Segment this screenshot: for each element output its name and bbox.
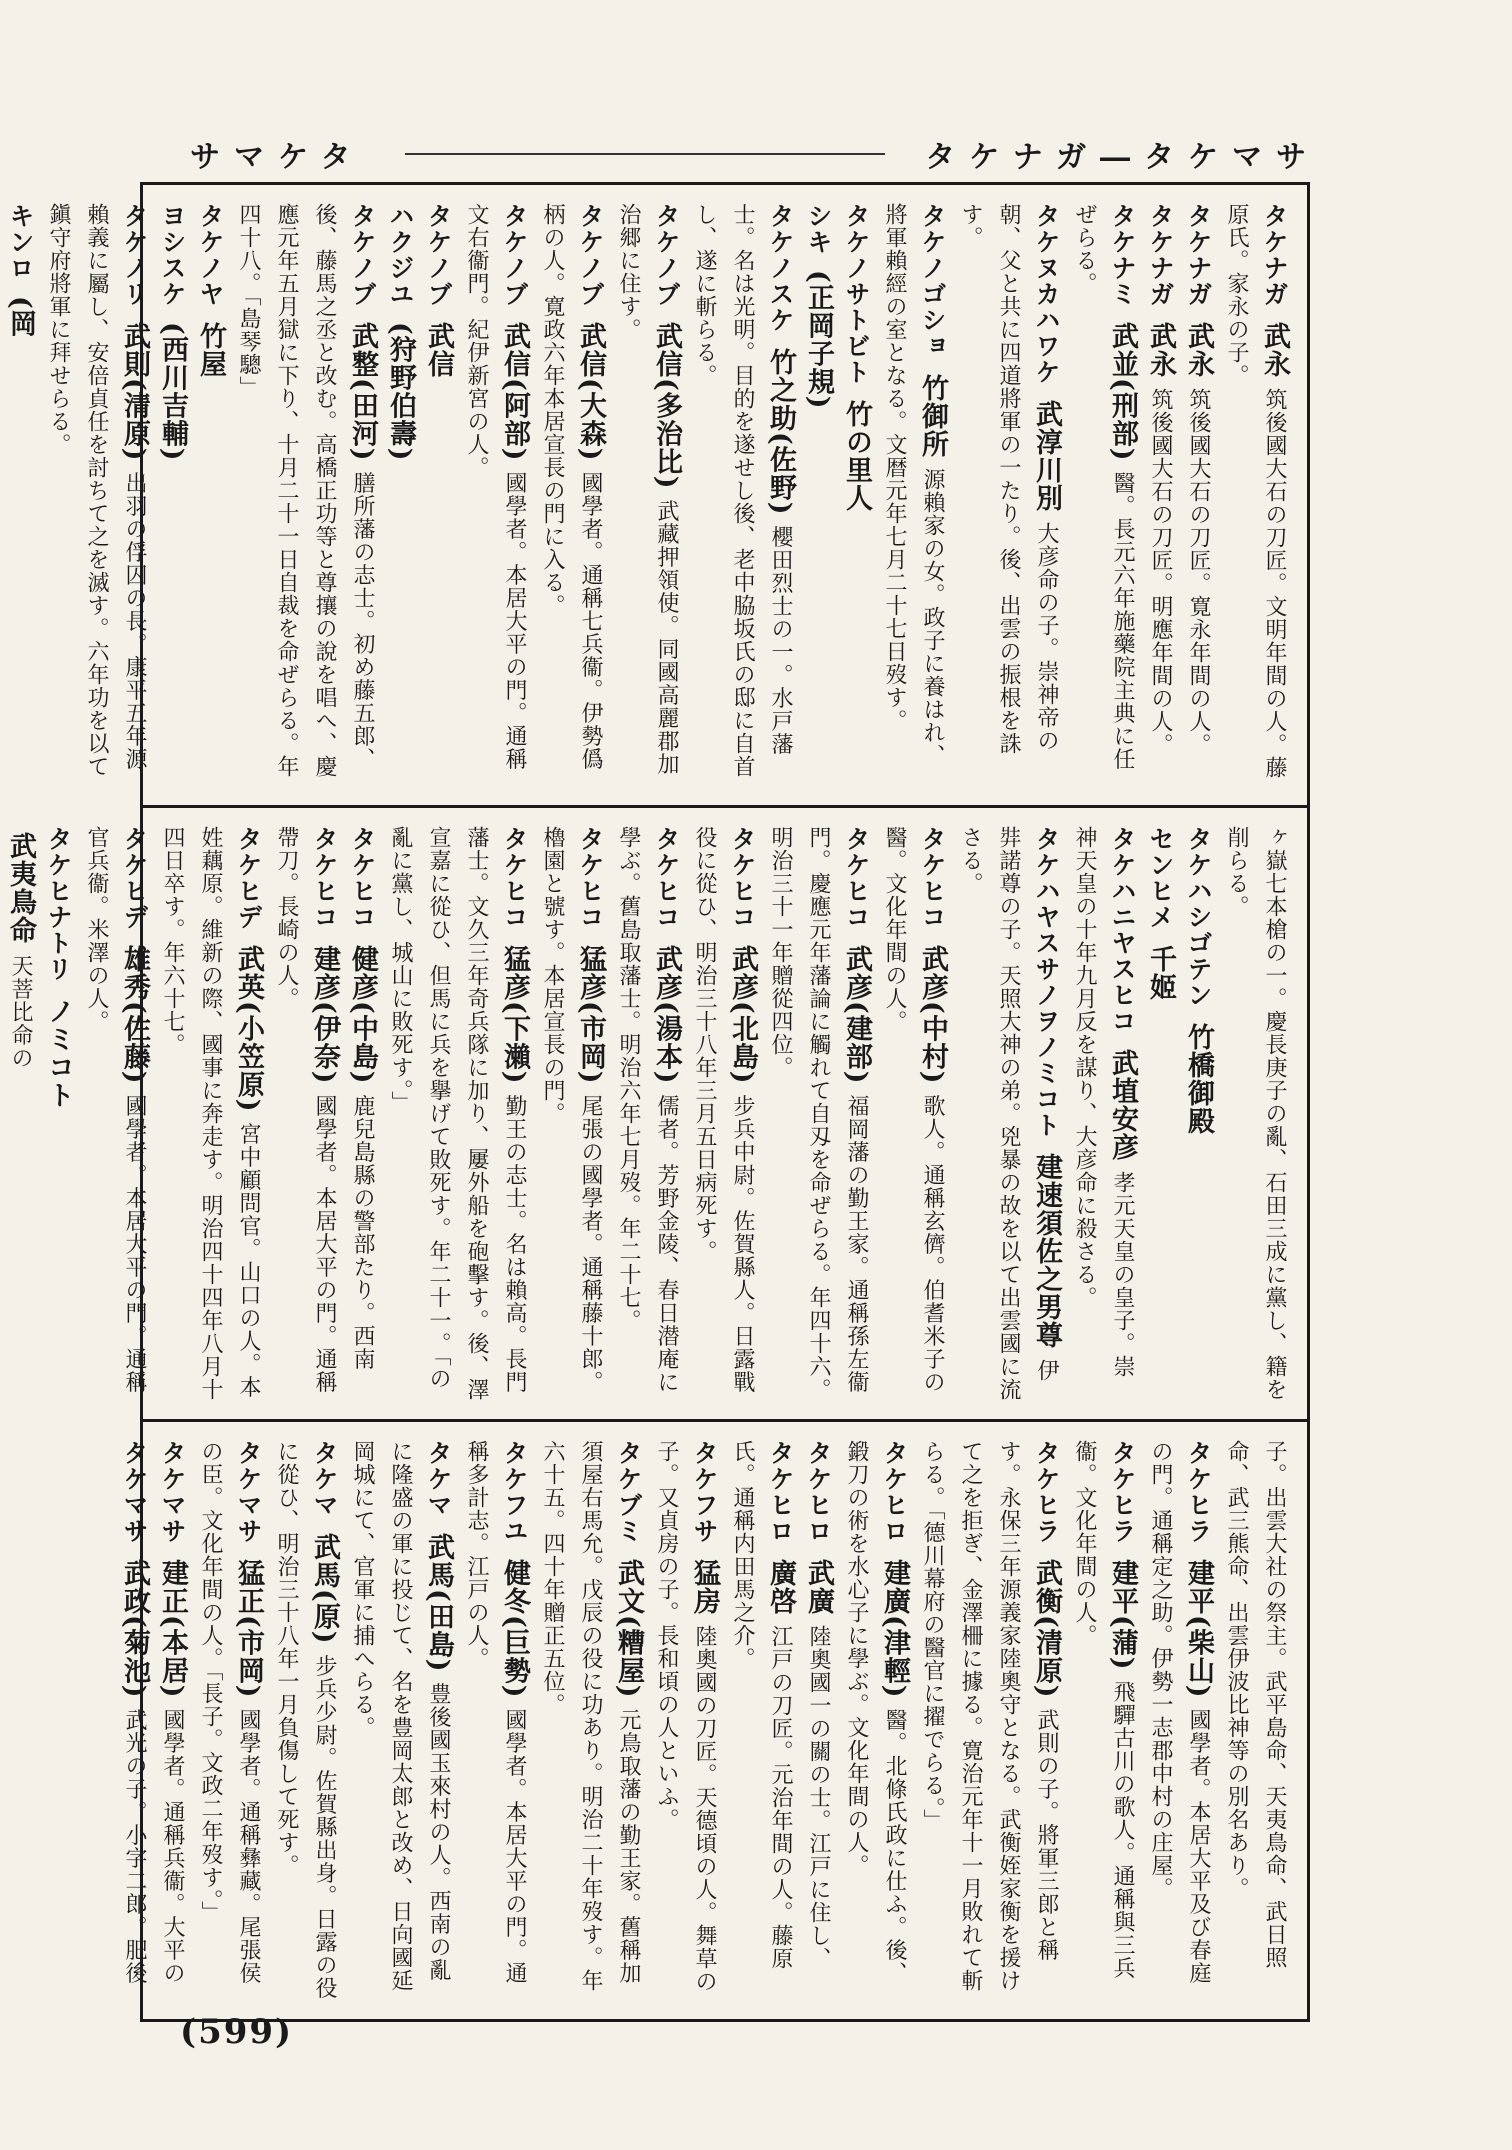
entry-desc: 櫻田烈士の一。水戸藩士。名は光明。目的を遂せし後、老中脇坂氏の邸に自首し、遂に斬らる。 <box>692 203 793 778</box>
entry-desc: 醫。北條氏政に仕ふ。後、鍛刀の術を水心子に學ぶ。文化年間の人。 <box>844 1440 907 1985</box>
entry-name: 廣啓 <box>765 1558 796 1615</box>
dictionary-entry <box>1217 203 1293 787</box>
entry-kana: タケヒラ <box>1108 1440 1137 1544</box>
entry-name: ノミコト <box>43 996 74 1109</box>
entry-desc: 武藏押領使。同國高麗郡加治郷に住す。 <box>616 203 679 776</box>
dictionary-entry <box>837 1440 913 2001</box>
entry-desc: 伊弉諾尊の子。天照大神の弟。兇暴の故を以て出雲國に流さる。 <box>958 826 1059 1401</box>
entry-desc: ヶ嶽七本槍の一。慶長庚子の亂、石田三成に黨し、籍を削らる。 <box>1224 826 1287 1401</box>
dictionary-entry <box>457 1440 533 2001</box>
dictionary-entry <box>39 203 153 787</box>
dictionary-entry <box>1 203 39 787</box>
entry-kana: キンロ <box>6 203 35 281</box>
entry-name: 武衡(清原) <box>1031 1558 1062 1699</box>
entry-desc: 國學者。通稱七兵衞。伊勢僞柄の人。寛政六年本居宣長の門に入る。 <box>540 203 603 771</box>
entry-kana: タケナガ <box>1260 203 1289 307</box>
entry-kana: タケノゴショ <box>918 203 947 359</box>
entry-section-top <box>5 185 1307 805</box>
entry-name: 武永 <box>1145 321 1176 378</box>
entry-kana: タケヌカハワケ <box>1032 203 1061 385</box>
page-number: (599) <box>180 2012 294 2052</box>
dictionary-entry <box>913 1440 1065 2001</box>
entry-name: 武馬(原) <box>309 1532 340 1645</box>
dictionary-entry <box>1141 826 1179 1401</box>
dictionary-entry <box>723 1440 799 2001</box>
dictionary-entry <box>153 826 267 1401</box>
dictionary-entry <box>343 1440 457 2001</box>
entry-section-middle <box>5 805 1307 1419</box>
entry-desc: 出羽の俘囚の長。康平五年源賴義に屬し、安倍貞任を討ちて之を滅す。六年功を以て鎭守府將軍に拜せらる。 <box>46 203 147 778</box>
entry-name: 猛彦(市岡) <box>575 944 606 1085</box>
entry-name: 猛彦(下瀨) <box>499 944 530 1085</box>
entry-kana: タケヒデ <box>120 826 149 930</box>
entry-name: 武彦(北島) <box>727 944 758 1085</box>
dictionary-entry <box>1217 1440 1293 2001</box>
entry-desc: 歌人。通稱玄儕。伯耆米子の醫。文化年間の人。 <box>882 826 945 1394</box>
entry-name: 武並(刑部) <box>1107 321 1138 462</box>
entry-name: 竹橋御殿 <box>1183 1022 1214 1135</box>
dictionary-entry <box>685 203 799 787</box>
entry-name: 武夷鳥命 <box>5 832 36 944</box>
header-left-text: サマケタ <box>190 140 365 175</box>
entry-name: 武彦(建部) <box>841 944 872 1085</box>
entry-name: 武彦(中村) <box>917 944 948 1085</box>
entry-name: 武埴安彦 <box>1107 1048 1138 1161</box>
entry-name: 健彦(中島) <box>347 944 378 1085</box>
dictionary-entry <box>533 1440 647 2001</box>
entry-desc: 鹿兒島縣の警部たり。西南 <box>350 1094 375 1371</box>
entry-kana: タケノブ <box>500 203 529 307</box>
entry-desc: 福岡藩の勤王家。通稱孫左衞門。慶應元年藩論に觸れて自刄を命ぜらる。年四十六。明治三十一年贈從四位。 <box>768 826 869 1401</box>
dictionary-entry <box>381 203 419 787</box>
dictionary-entry <box>875 826 951 1401</box>
dictionary-entry <box>1141 1440 1217 2001</box>
dictionary-entry <box>609 826 685 1401</box>
entry-name: 武彦(湯本) <box>651 944 682 1085</box>
entry-desc: 醫。長元六年施藥院主典に任ぜらる。 <box>1072 203 1135 771</box>
entry-name: 武永 <box>1183 321 1214 378</box>
entry-kana: タケマサ <box>158 1440 187 1544</box>
entry-name: (正岡子規) <box>803 269 834 410</box>
entry-kana: タケヒデ <box>234 826 263 930</box>
entry-desc: 武則の子。將軍三郎と稱す。永保三年源義家陸奧守となる。武衡姪家衡を援けて之を拒ぎ、金澤柵に據る。寛治元年十一月敗れて斬らる。「德川幕府の醫官に擢でらる。」 <box>920 1440 1059 1992</box>
entry-kana: タケヒコ <box>918 826 947 930</box>
entry-name: 建彦(伊奈) <box>309 944 340 1085</box>
entry-name: 建平(柴山) <box>1183 1558 1214 1699</box>
dictionary-entry <box>609 203 685 787</box>
entry-kana: タケヒラ <box>1032 1440 1061 1544</box>
entry-name: 千姬 <box>1145 944 1176 1001</box>
dictionary-entry <box>419 203 457 787</box>
entry-name: 武文(糟屋) <box>613 1558 644 1699</box>
entry-kana: センヒメ <box>1146 826 1175 930</box>
entry-kana: タケノサトビト <box>842 203 871 385</box>
dictionary-entry <box>533 203 609 787</box>
entry-name: 猛房 <box>689 1558 720 1615</box>
entry-name: 建平(蒲) <box>1107 1558 1138 1671</box>
entry-name: 武則(清原) <box>119 321 150 462</box>
entry-name: 武英(小笠原) <box>233 944 264 1113</box>
dictionary-entry <box>191 203 229 787</box>
entry-kana: タケナミ <box>1108 203 1137 307</box>
entry-name: 健冬(巨勢) <box>499 1558 530 1699</box>
entry-desc: 國學者。通稱兵衞。大平の <box>160 1708 185 1985</box>
entry-desc: 筑後國大石の刀匠。明應年間の人。 <box>1148 388 1173 757</box>
dictionary-entry <box>1141 203 1179 787</box>
entry-kana: タケノブ <box>652 203 681 307</box>
dictionary-entry <box>153 203 191 787</box>
entry-kana: タケハシゴテン <box>1184 826 1213 1008</box>
entry-name: 武信 <box>423 321 454 378</box>
entry-name: 武信(阿部) <box>499 321 530 462</box>
entry-name: (西川吉輔) <box>157 321 188 462</box>
dictionary-entry <box>229 203 381 787</box>
entry-name: 建正(本居) <box>157 1558 188 1699</box>
entry-desc: 膳所藩の志士。初め藤五郎、後、藤馬之丞と改む。高橋正功等と尊攘の說を唱へ、慶應元年五月獄に下り、十月二十一日自裁を命ぜらる。年四十八。「島琴驄」 <box>236 203 375 778</box>
entry-name: 雄秀(佐藤) <box>119 944 150 1085</box>
entry-kana: タケマサ <box>120 1440 149 1544</box>
entry-desc: 筑後國大石の刀匠。文明年間の人。藤原氏。家永の子。 <box>1224 203 1287 780</box>
entry-name: 竹之助(佐野) <box>765 347 796 516</box>
entry-kana: タケマ <box>310 1440 339 1518</box>
entry-desc: 子。出雲大社の祭主。武平島命、天夷鳥命、武日照命、武三熊命、出雲伊波比神等の別名あり。 <box>1224 1440 1287 1969</box>
entry-desc: 尾張の國學者。通稱藤十郎。櫓園と號す。本居宣長の門。 <box>540 826 603 1394</box>
dictionary-entry <box>1217 826 1293 1401</box>
dictionary-entry <box>875 203 951 787</box>
entry-desc: 元鳥取藩の勤王家。舊稱加須屋右馬允。戊辰の役に功あり。明治二十年歿す。年六十五。四十年贈正五位。 <box>540 1440 641 1992</box>
entry-name: (岡 <box>5 295 36 338</box>
entry-kana: タケノヤ <box>196 203 225 307</box>
dictionary-frame <box>5 182 1310 2022</box>
header-rule <box>405 153 886 155</box>
dictionary-entry <box>267 1440 343 2001</box>
dictionary-entry <box>1179 203 1217 787</box>
entry-desc: 國學者。本居大平及び春庭の門。通稱定之助。伊勢一志郡中村の庄屋。 <box>1148 1440 1211 1985</box>
dictionary-entry <box>1065 826 1141 1401</box>
entry-kana: タケヒコ <box>310 826 339 930</box>
dictionary-entry <box>533 826 609 1401</box>
entry-kana: タケヒコ <box>576 826 605 930</box>
entry-kana: タケノスケ <box>766 203 795 333</box>
dictionary-entry <box>685 826 761 1401</box>
entry-name: (狩野伯壽) <box>385 321 416 462</box>
dictionary-entry <box>1179 826 1217 1401</box>
entry-desc: 宮中顧問官。山口の人。本姓藕原。維新の際、國事に奔走す。明治四十四年八月十四日卒す。年六十七。 <box>160 826 261 1401</box>
running-header <box>190 132 1320 176</box>
dictionary-entry <box>343 826 381 1401</box>
entry-kana: タケフユ <box>500 1440 529 1544</box>
dictionary-entry <box>799 1440 837 2001</box>
dictionary-entry <box>77 826 153 1401</box>
entry-desc: 武光の子。小字二郎。肥後 <box>122 1708 147 1985</box>
entry-desc: 步兵中尉。佐賀縣人。日露戰役に從ひ、明治三十八年三月五日病死す。 <box>692 826 755 1394</box>
entry-name: 竹の里人 <box>841 399 872 512</box>
entry-kana: タケヒコ <box>348 826 377 930</box>
entry-desc: 國學者。本居大平の門。通稱官兵衞。米澤の人。 <box>84 826 147 1394</box>
dictionary-entry <box>837 203 875 787</box>
dictionary-entry <box>0 203 1 787</box>
entry-name: 竹御所 <box>917 373 948 458</box>
entry-kana: ハクジユ <box>386 203 415 307</box>
entry-name: 竹屋 <box>195 321 226 378</box>
entry-desc: 步兵少尉。佐賀縣出身。日露の役に從ひ、明治三十八年一月負傷して死す。 <box>274 1440 337 2000</box>
dictionary-entry <box>115 1440 153 2001</box>
entry-kana: タケブミ <box>614 1440 643 1544</box>
dictionary-entry <box>191 1440 267 2001</box>
header-right-text: タケナガ―タケマサ <box>925 140 1320 175</box>
entry-kana: タケヒコ <box>728 826 757 930</box>
dictionary-entry <box>951 826 1065 1401</box>
entry-name: 武馬(田島) <box>423 1532 454 1673</box>
entry-kana: タケノブ <box>348 203 377 307</box>
entry-name: 武政(菊池) <box>119 1558 150 1699</box>
entry-kana: タケノブ <box>424 203 453 307</box>
entry-desc: 天菩比命の <box>8 954 33 1070</box>
entry-kana: タケハニヤスヒコ <box>1108 826 1137 1034</box>
entry-desc: 大彦命の子。崇神帝の朝、父と共に四道將軍の一たり。後、出雲の振根を誅す。 <box>958 203 1059 755</box>
dictionary-entry <box>153 1440 191 2001</box>
entry-name: 建廣(津輕) <box>879 1558 910 1699</box>
entry-kana: タケノリ <box>120 203 149 307</box>
dictionary-entry <box>1 826 39 1401</box>
entry-name: 武廣 <box>803 1558 834 1615</box>
entry-kana: タケノブ <box>576 203 605 307</box>
entry-desc: 陸奧國の刀匠。天德頃の人。舞草の子。又貞房の子。長和頃の人といふ。 <box>654 1440 717 1994</box>
dictionary-entry <box>951 203 1065 787</box>
entry-desc: 國學者。本居大平の門。通稱多計志。江戸の人。 <box>464 1440 527 1985</box>
entry-kana: タケハヤスサノヲノミコト <box>1032 826 1061 1138</box>
entry-name: 武淳川別 <box>1031 399 1062 512</box>
entry-section-bottom <box>119 1419 1307 2019</box>
entry-desc: 陸奧國一の關の士。江戸に住し、 <box>806 1625 831 1971</box>
entry-desc: 孝元天皇の皇子。崇神天皇の十年九月反を謀り、大彦命に殺さる。 <box>1072 826 1135 1379</box>
dictionary-entry <box>1065 203 1141 787</box>
dictionary-entry <box>1065 1440 1141 2001</box>
entry-kana: タケヒロ <box>880 1440 909 1544</box>
entry-desc: 儒者。芳野金陵、春日潜庵に學ぶ。舊島取藩士。明治六年七月歿。年二十七。 <box>616 826 679 1394</box>
entry-desc: 飛驒古川の歌人。通稱與三兵衞。文化年間の人。 <box>1072 1440 1135 1980</box>
entry-kana: タケヒロ <box>766 1440 795 1544</box>
entry-desc: 筑後國大石の刀匠。寛永年間の人。 <box>1186 388 1211 757</box>
dictionary-entry <box>457 203 533 787</box>
entry-kana: タケナガ <box>1184 203 1213 307</box>
entry-desc: 國學者。本居大平の門。通稱帶刀。長崎の人。 <box>274 826 337 1394</box>
dictionary-entry <box>39 826 77 1401</box>
entry-name: 猛正(市岡) <box>233 1558 264 1699</box>
entry-desc: 國學者。本居大平の門。通稱文右衞門。紀伊新宮の人。 <box>464 203 527 771</box>
entry-desc: 江戸の刀匠。元治年間の人。藤原氏。通稱内田馬之介。 <box>730 1440 793 1971</box>
entry-kana: タケヒコ <box>652 826 681 930</box>
entry-kana: タケマサ <box>234 1440 263 1544</box>
entry-kana: ヨシスケ <box>158 203 187 307</box>
entry-kana: タケフサ <box>690 1440 719 1544</box>
entry-kana: タケヒラ <box>1184 1440 1213 1544</box>
entry-name: 武信(多治比) <box>651 321 682 490</box>
entry-kana: タケヒロ <box>804 1440 833 1544</box>
entry-kana: タケヒコ <box>500 826 529 930</box>
entry-desc: 勤王の志士。名は賴高。長門藩士。文久三年奇兵隊に加り、屢外船を砲擊す。後、澤宣嘉に從ひ、但馬に兵を擧げて敗死す。年二十一。「の亂に黨し、城山に敗死す。」 <box>388 826 527 1401</box>
dictionary-entry <box>647 1440 723 2001</box>
entry-name: 武整(田河) <box>347 321 378 462</box>
entry-kana: タケヒナトリ <box>44 826 73 982</box>
entry-kana: シキ <box>804 203 833 255</box>
dictionary-entry <box>761 826 875 1401</box>
dictionary-entry <box>381 826 533 1401</box>
dictionary-entry <box>799 203 837 787</box>
entry-desc: 源賴家の女。政子に養はれ、將軍賴經の室となる。文暦元年七月二十七日歿す。 <box>882 203 945 768</box>
entry-kana: タケヒコ <box>842 826 871 930</box>
entry-name: 武永 <box>1259 321 1290 378</box>
entry-kana: タケナガ <box>1146 203 1175 307</box>
entry-name: 武信(大森) <box>575 321 606 462</box>
entry-name: 建速須佐之男尊 <box>1031 1152 1062 1349</box>
entry-kana: タケマ <box>424 1440 453 1518</box>
dictionary-entry <box>267 826 343 1401</box>
entry-desc: 國學者。通稱彝藏。尾張侯の臣。文化年間の人。「長子。文政二年歿す。」 <box>198 1440 261 1985</box>
entry-desc: 豊後國玉來村の人。西南の亂に隆盛の軍に投じて、名を豊岡太郎と改め、日向國延岡城にて、官軍に捕へらる。 <box>350 1440 451 1992</box>
